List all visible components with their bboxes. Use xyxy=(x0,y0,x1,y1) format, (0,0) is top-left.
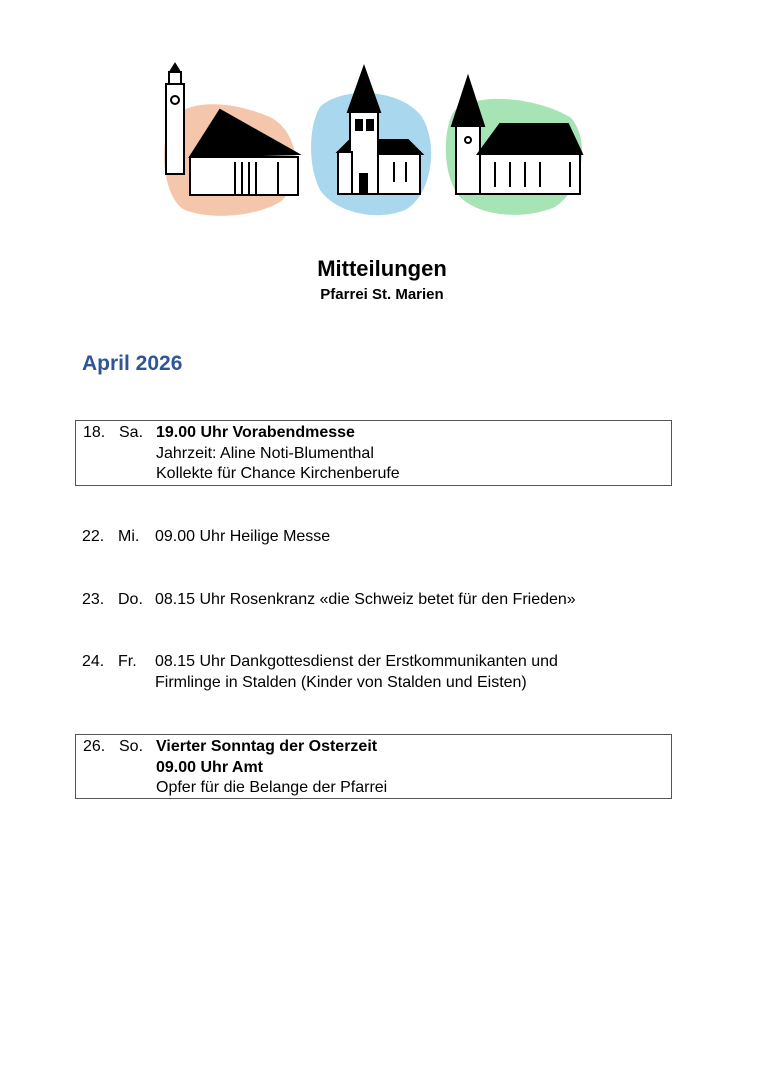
entry-day: 23. xyxy=(82,591,105,608)
schedule-entry-26 xyxy=(75,734,672,799)
entry-weekday: Fr. xyxy=(118,653,137,670)
entry-line xyxy=(75,527,672,548)
entry-text: 08.15 Uhr Dankgottesdienst der Erstkommunikanten und xyxy=(155,653,558,670)
entry-text: 09.00 Uhr Amt xyxy=(156,758,263,776)
entry-text: Jahrzeit: Aline Noti-Blumenthal xyxy=(156,444,374,462)
entry-line xyxy=(76,737,671,758)
entry-line xyxy=(76,464,671,485)
month-heading: April 2026 xyxy=(82,352,183,375)
entry-day: 22. xyxy=(82,528,105,545)
entry-line xyxy=(76,758,671,779)
entry-line xyxy=(75,590,672,611)
three-churches-logo-icon xyxy=(160,62,590,222)
entry-text: 08.15 Uhr Rosenkranz «die Schweiz betet für den Frieden» xyxy=(155,591,576,608)
schedule-entry-18 xyxy=(75,420,672,486)
entry-weekday: Sa. xyxy=(119,424,144,441)
page-title: Mitteilungen xyxy=(317,256,447,281)
page-subtitle: Pfarrei St. Marien xyxy=(320,286,444,303)
schedule-entry-22 xyxy=(75,527,672,548)
entry-text: Vierter Sonntag der Osterzeit xyxy=(156,738,378,755)
entry-text: Firmlinge in Stalden (Kinder von Stalden und Eisten) xyxy=(155,673,527,691)
entry-text: 09.00 Uhr Heilige Messe xyxy=(155,528,331,545)
entry-day: 26. xyxy=(83,738,106,755)
entry-text: 19.00 Uhr Vorabendmesse xyxy=(156,424,355,441)
entry-line xyxy=(75,673,672,694)
entry-day: 24. xyxy=(82,653,105,670)
entry-line xyxy=(76,778,671,799)
entry-line xyxy=(75,652,672,673)
entry-line xyxy=(76,423,671,444)
entry-day: 18. xyxy=(83,424,106,441)
schedule-entry-24 xyxy=(75,652,672,693)
schedule-entry-23 xyxy=(75,590,672,611)
entry-line xyxy=(76,444,671,465)
entry-text: Opfer für die Belange der Pfarrei xyxy=(156,779,388,796)
entry-weekday: Mi. xyxy=(118,528,140,545)
entry-weekday: Do. xyxy=(118,591,143,608)
entry-text: Kollekte für Chance Kirchenberufe xyxy=(156,465,400,482)
entry-weekday: So. xyxy=(119,738,144,755)
